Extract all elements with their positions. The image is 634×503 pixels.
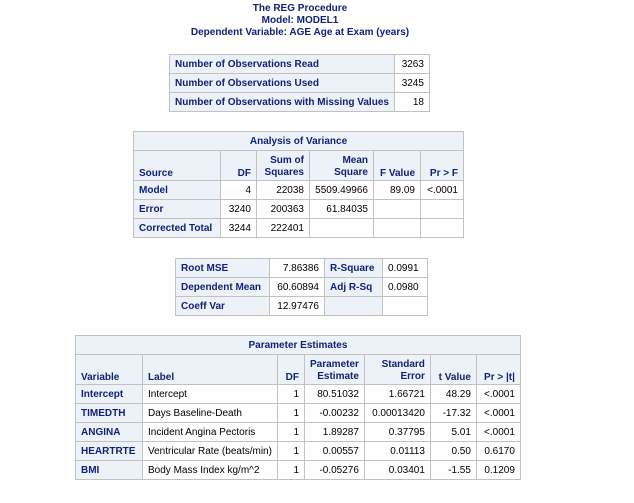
dependent-variable: Dependent Variable: AGE Age at Exam (years) [190,27,410,38]
row-header: Error [134,200,221,219]
procedure-title [0,3,600,39]
table-cell: Days Baseline-Death [143,404,278,423]
table-cell: 1 [278,404,305,423]
table-cell: Ventricular Rate (beats/min) [143,442,278,461]
table-cell: 222401 [257,219,310,238]
column-header: t Value [430,355,476,385]
row-header: HEARTRTE [76,442,143,461]
parameter-estimates-table [75,335,521,480]
table-row [134,219,464,238]
row-header: Number of Observations Used [170,74,395,93]
table-row [170,74,430,93]
table-row [176,297,428,316]
table-cell: 1.66721 [364,385,430,404]
header-line: Sum of [270,155,304,166]
column-header: DF [221,151,257,181]
row-header: Adj R-Sq [325,278,383,297]
table-cell: 0.00557 [305,442,365,461]
table-row [176,278,428,297]
column-header: Variable [76,355,143,385]
table-cell: 0.6170 [476,442,520,461]
table-cell: 0.0980 [383,278,428,297]
model-name: Model: MODEL1 [261,15,339,26]
table-caption: Analysis of Variance [134,132,464,151]
header-line: Estimate [317,371,359,382]
table-cell: 0.01113 [364,442,430,461]
header-line: Square [334,167,368,178]
column-header: DF [278,355,305,385]
table-row [134,181,464,200]
table-cell: 1.89287 [305,423,365,442]
table-caption-row [134,132,464,151]
row-header: Number of Observations with Missing Values [170,93,395,112]
table-cell: 80.51032 [305,385,365,404]
table-cell: -0.05276 [305,461,365,480]
table-row [134,200,464,219]
table-cell: Incident Angina Pectoris [143,423,278,442]
table-cell: 3263 [394,55,429,74]
header-line: Parameter [310,359,359,370]
row-header: Number of Observations Read [170,55,395,74]
table-cell: 60.60894 [270,278,325,297]
table-cell: 18 [394,93,429,112]
table-header-row [76,355,521,385]
row-header: Root MSE [176,259,270,278]
table-cell: -0.00232 [305,404,365,423]
table-cell: 0.1209 [476,461,520,480]
header-line: Squares [264,167,304,178]
column-header: Label [143,355,278,385]
column-header [257,151,310,181]
table-cell: 48.29 [430,385,476,404]
row-header: ANGINA [76,423,143,442]
table-cell [374,219,421,238]
table-cell: -1.55 [430,461,476,480]
table-row [76,442,521,461]
table-row [76,404,521,423]
table-cell: 0.0991 [383,259,428,278]
column-header [364,355,430,385]
table-cell: 200363 [257,200,310,219]
table-cell: 5.01 [430,423,476,442]
table-cell [421,200,464,219]
table-cell: 3244 [221,219,257,238]
table-cell: <.0001 [476,423,520,442]
table-cell: 61.84035 [310,200,374,219]
table-cell: 0.03401 [364,461,430,480]
row-header: Coeff Var [176,297,270,316]
row-header: Model [134,181,221,200]
table-row [76,423,521,442]
table-cell: Intercept [143,385,278,404]
column-header: Source [134,151,221,181]
table-row [76,461,521,480]
table-cell: 22038 [257,181,310,200]
table-cell: 4 [221,181,257,200]
table-cell: <.0001 [476,385,520,404]
row-header: Dependent Mean [176,278,270,297]
table-header-row [134,151,464,181]
table-row [170,93,430,112]
table-cell: Body Mass Index kg/m^2 [143,461,278,480]
table-cell: 3245 [394,74,429,93]
header-line: Standard [381,359,425,370]
table-cell [374,200,421,219]
header-line: Error [400,371,425,382]
table-cell: 89.09 [374,181,421,200]
row-header: Intercept [76,385,143,404]
column-header: F Value [374,151,421,181]
table-cell: 1 [278,461,305,480]
row-header [325,297,383,316]
table-cell: <.0001 [476,404,520,423]
anova-table [133,131,464,238]
table-caption-row [76,336,521,355]
table-row [76,385,521,404]
header-line: Mean [342,155,368,166]
table-cell: 0.50 [430,442,476,461]
table-cell: 3240 [221,200,257,219]
table-cell: 0.37795 [364,423,430,442]
column-header: Pr > F [421,151,464,181]
column-header: Pr > |t| [476,355,520,385]
table-cell: 0.00013420 [364,404,430,423]
table-row [170,55,430,74]
table-cell: 1 [278,423,305,442]
procedure-name: The REG Procedure [252,3,348,14]
column-header [305,355,365,385]
table-cell: -17.32 [430,404,476,423]
row-header: BMI [76,461,143,480]
table-cell [310,219,374,238]
table-cell: 1 [278,385,305,404]
table-cell [421,219,464,238]
row-header: R-Square [325,259,383,278]
fit-statistics-table [175,258,428,316]
table-caption: Parameter Estimates [76,336,521,355]
observations-table [169,54,430,112]
table-cell: 5509.49966 [310,181,374,200]
row-header: TIMEDTH [76,404,143,423]
table-cell: 12.97476 [270,297,325,316]
row-header: Corrected Total [134,219,221,238]
table-cell: 7.86386 [270,259,325,278]
table-cell [383,297,428,316]
column-header [310,151,374,181]
table-row [176,259,428,278]
table-cell: <.0001 [421,181,464,200]
table-cell: 1 [278,442,305,461]
